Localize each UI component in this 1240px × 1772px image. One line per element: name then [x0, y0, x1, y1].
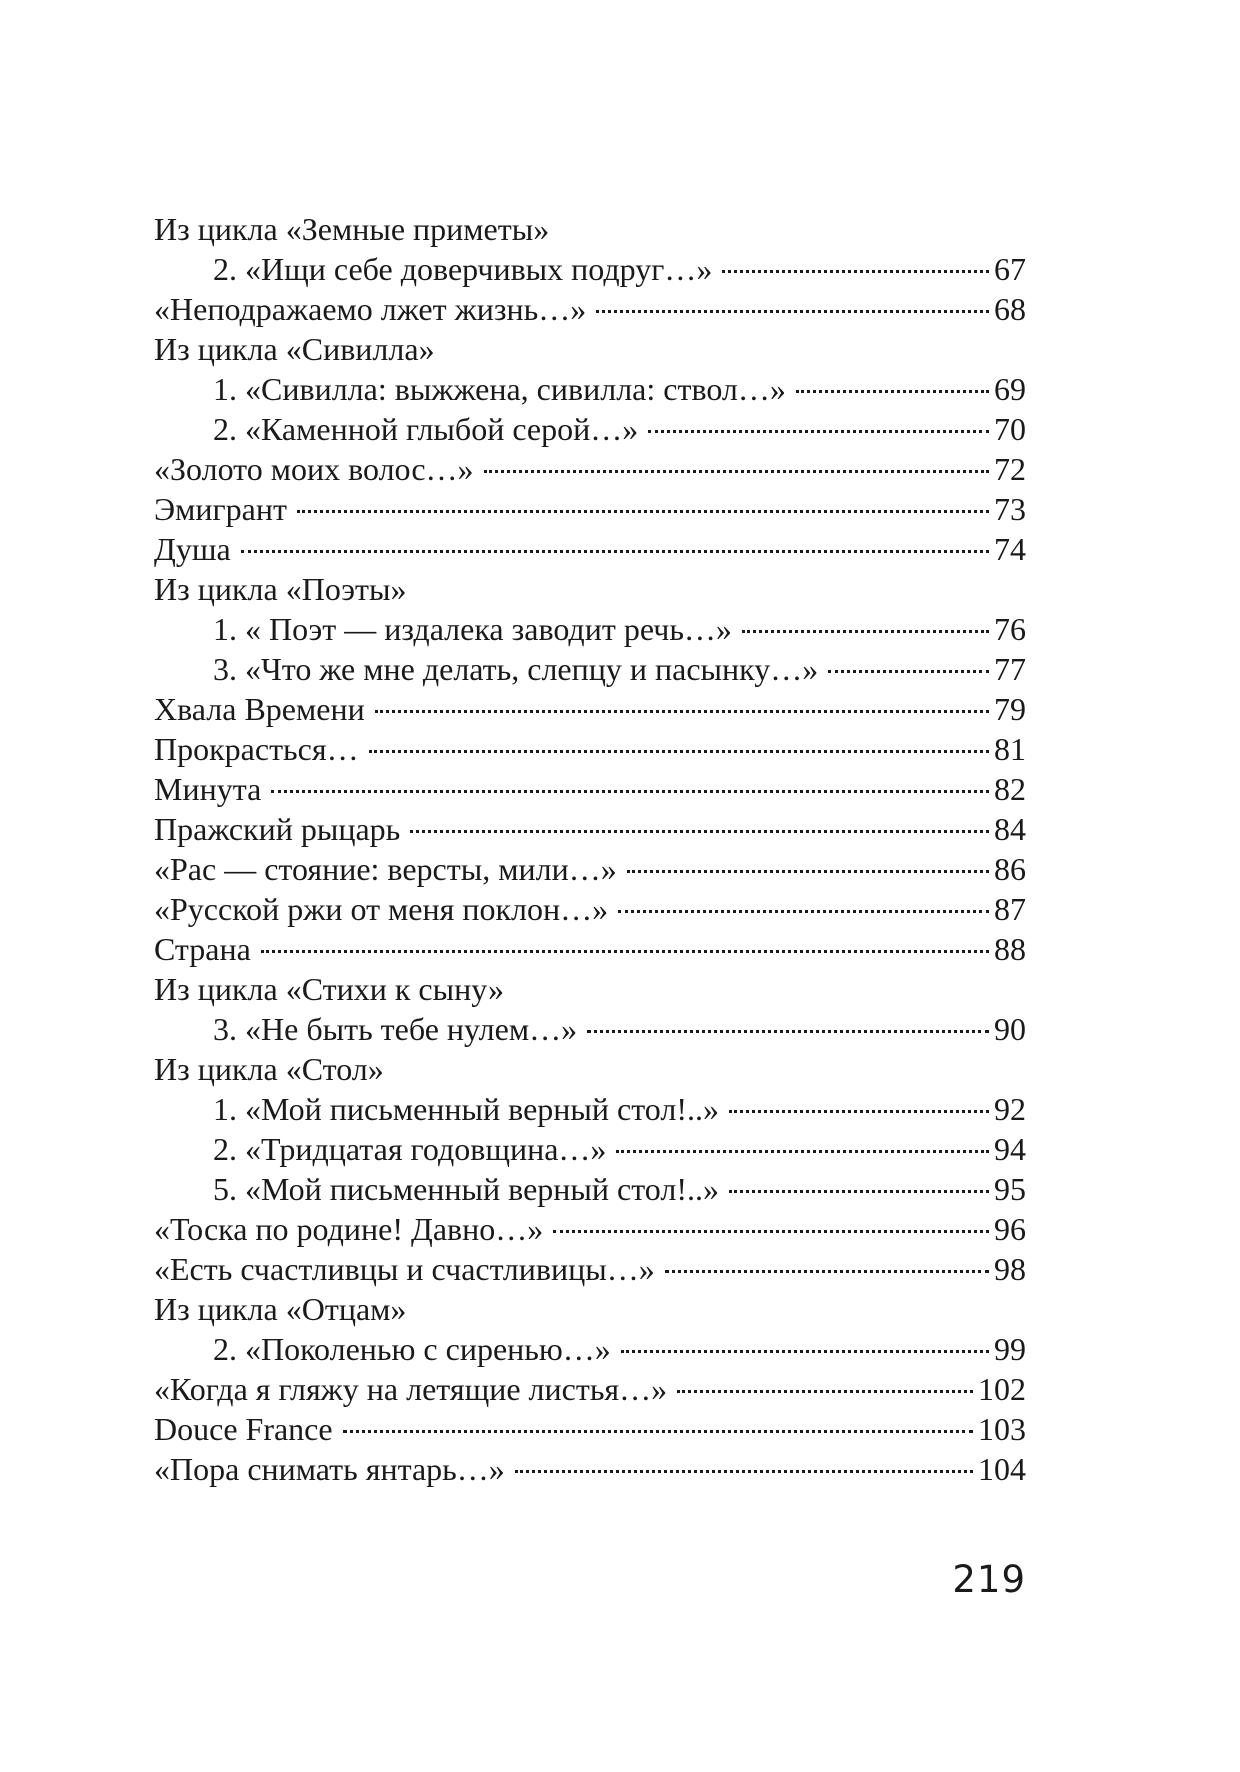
dot-leader [742, 630, 989, 633]
toc-entry [154, 449, 1026, 489]
toc-entry-page: 82 [994, 771, 1026, 807]
toc-entry-page: 69 [994, 371, 1026, 407]
dot-leader [618, 910, 989, 913]
toc-entry [154, 849, 1026, 889]
toc-entry-title: Из цикла «Поэты» [154, 571, 407, 607]
dot-leader [343, 1430, 973, 1433]
toc-entry-page: 104 [978, 1451, 1026, 1487]
dot-leader [297, 510, 989, 513]
toc-entry [154, 369, 1026, 409]
dot-leader [241, 550, 989, 553]
toc-entry [154, 1409, 1026, 1449]
dot-leader [729, 1190, 989, 1193]
dot-leader [828, 670, 989, 673]
page-number: 219 [952, 1558, 1026, 1601]
dot-leader [484, 470, 989, 473]
toc-entry [154, 1009, 1026, 1049]
toc-entry-title: Хвала Времени [154, 691, 365, 727]
toc-entry [154, 1169, 1026, 1209]
table-of-contents [154, 209, 1026, 1489]
toc-entry-title: «Неподражаемо лжет жизнь…» [154, 291, 587, 327]
toc-entry-title: «Рас — стояние: версты, мили…» [154, 851, 617, 887]
dot-leader [729, 1110, 989, 1113]
toc-entry-title: Из цикла «Отцам» [154, 1291, 407, 1327]
toc-entry-title: «Тоска по родине! Давно…» [154, 1211, 544, 1247]
toc-entry [154, 649, 1026, 689]
toc-entry-title: Из цикла «Земные приметы» [154, 211, 550, 247]
toc-entry-title: 1. «Сивилла: выжжена, сивилла: ствол…» [213, 371, 786, 407]
toc-entry-title: Душа [154, 531, 231, 567]
toc-entry-title: «Золото моих волос…» [154, 451, 474, 487]
toc-entry [154, 689, 1026, 729]
dot-leader [796, 390, 989, 393]
dot-leader [410, 830, 989, 833]
dot-leader [665, 1270, 989, 1273]
dot-leader [369, 750, 989, 753]
toc-entry [154, 1049, 1026, 1089]
dot-leader [271, 790, 989, 793]
toc-entry-page: 73 [994, 491, 1026, 527]
toc-entry-page: 95 [994, 1171, 1026, 1207]
toc-entry [154, 809, 1026, 849]
toc-entry-title: Страна [154, 931, 251, 967]
toc-entry [154, 529, 1026, 569]
toc-entry-title: 2. «Каменной глыбой серой…» [213, 411, 639, 447]
toc-entry-title: 2. «Тридцатая годовщина…» [213, 1131, 607, 1167]
toc-entry [154, 609, 1026, 649]
toc-entry-title: «Когда я гляжу на летящие листья…» [154, 1371, 668, 1407]
toc-entry-page: 103 [978, 1411, 1026, 1447]
toc-entry [154, 889, 1026, 929]
toc-entry [154, 1289, 1026, 1329]
dot-leader [587, 1030, 989, 1033]
toc-entry-page: 79 [994, 691, 1026, 727]
toc-entry-page: 77 [994, 651, 1026, 687]
toc-entry-page: 92 [994, 1091, 1026, 1127]
toc-entry-page: 72 [994, 451, 1026, 487]
dot-leader [722, 270, 989, 273]
toc-entry-title: Минута [154, 771, 262, 807]
dot-leader [677, 1390, 973, 1393]
toc-entry [154, 569, 1026, 609]
dot-leader [261, 950, 989, 953]
toc-entry-title: 3. «Не быть тебе нулем…» [213, 1011, 578, 1047]
toc-entry-title: «Пора снимать янтарь…» [154, 1451, 505, 1487]
toc-entry [154, 1369, 1026, 1409]
toc-entry [154, 729, 1026, 769]
toc-entry [154, 289, 1026, 329]
toc-entry [154, 1249, 1026, 1289]
dot-leader [596, 310, 989, 313]
toc-entry-page: 90 [994, 1011, 1026, 1047]
toc-entry-title: «Есть счастливцы и счастливицы…» [154, 1251, 655, 1287]
toc-entry-page: 98 [994, 1251, 1026, 1287]
toc-entry-title: 2. «Ищи себе доверчивых подруг…» [213, 251, 713, 287]
toc-entry-title: Пражский рыцарь [154, 811, 401, 847]
toc-entry [154, 409, 1026, 449]
toc-entry-title: Из цикла «Стихи к сыну» [154, 971, 505, 1007]
toc-entry-title: «Русской ржи от меня поклон…» [154, 891, 609, 927]
toc-entry-title: Douce France [154, 1411, 333, 1447]
toc-entry [154, 329, 1026, 369]
dot-leader [375, 710, 989, 713]
dot-leader [515, 1470, 973, 1473]
dot-leader [621, 1350, 989, 1353]
toc-entry-page: 96 [994, 1211, 1026, 1247]
toc-entry-page: 74 [994, 531, 1026, 567]
toc-entry [154, 1209, 1026, 1249]
toc-entry-page: 68 [994, 291, 1026, 327]
toc-entry-page: 102 [978, 1371, 1026, 1407]
toc-entry [154, 1089, 1026, 1129]
dot-leader [648, 430, 989, 433]
toc-entry [154, 969, 1026, 1009]
toc-entry [154, 489, 1026, 529]
toc-entry [154, 249, 1026, 289]
toc-entry-page: 76 [994, 611, 1026, 647]
toc-entry-title: 1. « Поэт — издалека заводит речь…» [213, 611, 732, 647]
toc-entry-page: 81 [994, 731, 1026, 767]
toc-entry-title: 3. «Что же мне делать, слепцу и пасынку…» [213, 651, 819, 687]
toc-entry [154, 1129, 1026, 1169]
toc-entry-title: Эмигрант [154, 491, 287, 527]
toc-entry [154, 769, 1026, 809]
toc-entry-page: 99 [994, 1331, 1026, 1367]
dot-leader [553, 1230, 989, 1233]
dot-leader [616, 1150, 989, 1153]
toc-entry [154, 1329, 1026, 1369]
toc-entry [154, 929, 1026, 969]
toc-entry-title: Из цикла «Стол» [154, 1051, 384, 1087]
toc-entry-title: 5. «Мой письменный верный стол!..» [213, 1171, 719, 1207]
toc-entry-title: 2. «Поколенью с сиренью…» [213, 1331, 611, 1367]
toc-entry-title: Из цикла «Сивилла» [154, 331, 435, 367]
toc-entry-page: 67 [994, 251, 1026, 287]
dot-leader [627, 870, 989, 873]
toc-entry-page: 88 [994, 931, 1026, 967]
toc-entry-page: 70 [994, 411, 1026, 447]
toc-entry-page: 94 [994, 1131, 1026, 1167]
toc-entry-title: 1. «Мой письменный верный стол!..» [213, 1091, 719, 1127]
toc-entry [154, 209, 1026, 249]
toc-entry-page: 86 [994, 851, 1026, 887]
toc-entry-title: Прокрасться… [154, 731, 359, 767]
toc-entry [154, 1449, 1026, 1489]
toc-entry-page: 87 [994, 891, 1026, 927]
toc-entry-page: 84 [994, 811, 1026, 847]
